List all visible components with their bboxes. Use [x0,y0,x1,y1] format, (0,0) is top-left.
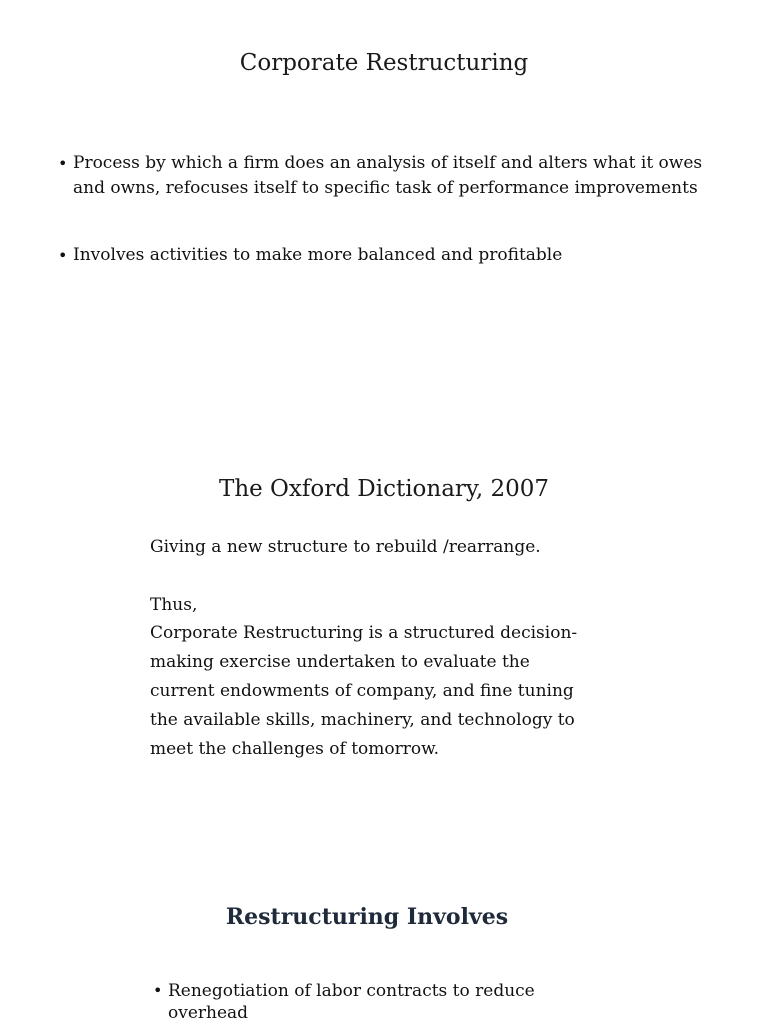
definition-line: making exercise undertaken to evaluate the [150,652,530,673]
slide-2 [0,380,768,850]
slide-1 [0,0,768,380]
definition-line: the available skills, machinery, and technology to [150,709,575,730]
slide-3-title: Restructuring Involves [225,904,509,930]
definition-line: Giving a new structure to rebuild /rearrange. [150,537,541,557]
slide-2-title: The Oxford Dictionary, 2007 [218,476,550,502]
slide-1-title: Corporate Restructuring [239,50,529,76]
slide-3-bullets [153,980,593,1024]
bullet-item: • Renegotiation of labor contracts to reduce overhead [153,980,593,1024]
definition-line: current endowments of company, and fine tuning [150,680,574,701]
definition-line: Corporate Restructuring is a structured decision- [150,623,578,644]
bullet-item: • Involves activities to make more balanced and profitable [58,243,718,268]
definition-paragraph [150,533,710,763]
definition-line: Thus, [150,594,198,615]
slide-1-bullets [58,151,718,268]
definition-line: meet the challenges of tomorrow. [150,738,440,759]
bullet-item: • Process by which a firm does an analysis of itself and alters what it owes and owns, refocuses itself to specific task of performance improvements [58,151,718,201]
slide-3 [0,850,768,1024]
blank-line [150,562,710,591]
